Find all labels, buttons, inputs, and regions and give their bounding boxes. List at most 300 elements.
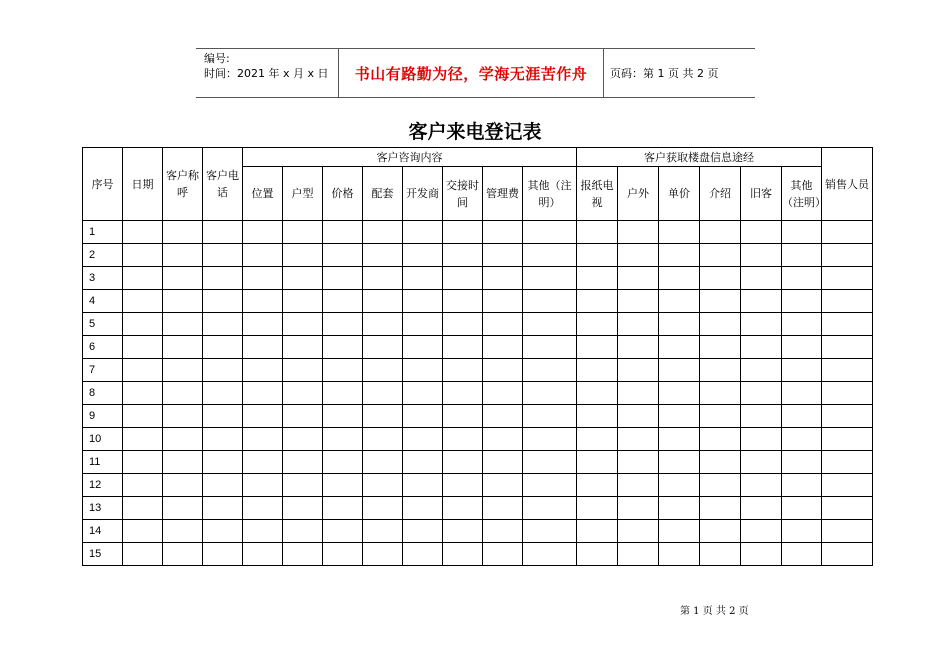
table-row [83,244,873,267]
entry-cell[interactable] [443,474,483,497]
entry-cell[interactable] [782,451,822,474]
entry-cell[interactable] [243,405,283,428]
entry-cell[interactable] [363,543,403,566]
entry-cell[interactable] [741,290,782,313]
entry-cell[interactable] [577,428,618,451]
entry-cell[interactable] [659,474,700,497]
row-number: 6 [83,336,123,359]
entry-cell[interactable] [443,497,483,520]
table-row [83,382,873,405]
entry-cell[interactable] [403,543,443,566]
entry-cell[interactable] [659,543,700,566]
entry-cell[interactable] [483,244,523,267]
entry-cell[interactable] [163,428,203,451]
entry-cell[interactable] [163,359,203,382]
entry-cell[interactable] [659,290,700,313]
entry-cell[interactable] [659,336,700,359]
entry-cell[interactable] [577,244,618,267]
entry-cell[interactable] [741,359,782,382]
entry-cell[interactable] [243,543,283,566]
entry-cell[interactable] [203,221,243,244]
table-row [83,428,873,451]
entry-cell[interactable] [523,267,577,290]
entry-cell[interactable] [782,244,822,267]
entry-cell[interactable] [403,382,443,405]
entry-cell[interactable] [659,359,700,382]
entry-cell[interactable] [618,382,659,405]
entry-cell[interactable] [123,290,163,313]
row-number: 11 [83,451,123,474]
entry-cell[interactable] [741,313,782,336]
entry-cell[interactable] [163,221,203,244]
entry-cell[interactable] [659,382,700,405]
entry-cell[interactable] [483,382,523,405]
entry-cell[interactable] [618,543,659,566]
table-row [83,543,873,566]
entry-cell[interactable] [363,428,403,451]
entry-cell[interactable] [443,359,483,382]
entry-cell[interactable] [782,405,822,428]
entry-cell[interactable] [323,244,363,267]
entry-cell[interactable] [483,451,523,474]
entry-cell[interactable] [700,497,741,520]
entry-cell[interactable] [822,451,873,474]
entry-cell[interactable] [618,359,659,382]
entry-cell[interactable] [659,497,700,520]
entry-cell[interactable] [203,313,243,336]
entry-cell[interactable] [243,428,283,451]
entry-cell[interactable] [403,359,443,382]
entry-cell[interactable] [741,221,782,244]
entry-cell[interactable] [283,244,323,267]
entry-cell[interactable] [782,428,822,451]
entry-cell[interactable] [363,290,403,313]
entry-cell[interactable] [483,474,523,497]
entry-cell[interactable] [741,336,782,359]
entry-cell[interactable] [483,336,523,359]
entry-cell[interactable] [403,497,443,520]
entry-cell[interactable] [483,405,523,428]
entry-cell[interactable] [577,451,618,474]
entry-cell[interactable] [203,405,243,428]
entry-cell[interactable] [700,382,741,405]
entry-cell[interactable] [741,543,782,566]
entry-cell[interactable] [403,520,443,543]
entry-cell[interactable] [443,221,483,244]
entry-cell[interactable] [243,382,283,405]
entry-cell[interactable] [203,428,243,451]
registration-table [82,147,873,566]
entry-cell[interactable] [782,359,822,382]
header-consult-facilities: 配套 [363,167,403,221]
entry-cell[interactable] [618,520,659,543]
header-group-consult: 客户咨询内容 [243,148,577,167]
entry-cell[interactable] [243,267,283,290]
entry-cell[interactable] [782,497,822,520]
entry-cell[interactable] [243,221,283,244]
entry-cell[interactable] [822,382,873,405]
entry-cell[interactable] [203,359,243,382]
entry-cell[interactable] [523,290,577,313]
entry-cell[interactable] [483,520,523,543]
entry-cell[interactable] [659,267,700,290]
row-number: 1 [83,221,123,244]
entry-cell[interactable] [363,497,403,520]
entry-cell[interactable] [323,405,363,428]
entry-cell[interactable] [403,474,443,497]
entry-cell[interactable] [163,382,203,405]
entry-cell[interactable] [822,244,873,267]
entry-cell[interactable] [323,336,363,359]
entry-cell[interactable] [403,244,443,267]
table-row [83,474,873,497]
table-row [83,313,873,336]
entry-cell[interactable] [283,520,323,543]
entry-cell[interactable] [483,428,523,451]
entry-cell[interactable] [618,336,659,359]
entry-cell[interactable] [203,543,243,566]
entry-cell[interactable] [363,474,403,497]
entry-cell[interactable] [443,543,483,566]
entry-cell[interactable] [700,451,741,474]
entry-cell[interactable] [618,267,659,290]
entry-cell[interactable] [403,221,443,244]
entry-cell[interactable] [741,244,782,267]
entry-cell[interactable] [283,543,323,566]
entry-cell[interactable] [822,497,873,520]
entry-cell[interactable] [443,451,483,474]
entry-cell[interactable] [577,520,618,543]
header-consult-developer: 开发商 [403,167,443,221]
entry-cell[interactable] [523,543,577,566]
entry-cell[interactable] [123,221,163,244]
entry-cell[interactable] [123,543,163,566]
entry-cell[interactable] [443,336,483,359]
entry-cell[interactable] [483,359,523,382]
entry-cell[interactable] [523,405,577,428]
entry-cell[interactable] [403,267,443,290]
entry-cell[interactable] [163,497,203,520]
entry-cell[interactable] [123,405,163,428]
entry-cell[interactable] [577,382,618,405]
entry-cell[interactable] [363,382,403,405]
row-number: 14 [83,520,123,543]
header-consult-other: 其他（注明） [523,167,577,221]
entry-cell[interactable] [323,221,363,244]
entry-cell[interactable] [822,290,873,313]
entry-cell[interactable] [163,451,203,474]
entry-cell[interactable] [782,520,822,543]
entry-cell[interactable] [123,382,163,405]
entry-cell[interactable] [782,290,822,313]
entry-cell[interactable] [243,290,283,313]
entry-cell[interactable] [523,474,577,497]
entry-cell[interactable] [283,405,323,428]
entry-cell[interactable] [577,359,618,382]
table-row [83,290,873,313]
entry-cell[interactable] [523,382,577,405]
row-number: 4 [83,290,123,313]
entry-cell[interactable] [618,290,659,313]
entry-cell[interactable] [700,313,741,336]
entry-cell[interactable] [323,428,363,451]
entry-cell[interactable] [822,474,873,497]
entry-cell[interactable] [822,221,873,244]
entry-cell[interactable] [659,244,700,267]
entry-cell[interactable] [523,497,577,520]
entry-cell[interactable] [123,520,163,543]
entry-cell[interactable] [700,336,741,359]
entry-cell[interactable] [700,520,741,543]
entry-cell[interactable] [523,451,577,474]
entry-cell[interactable] [443,520,483,543]
entry-cell[interactable] [782,313,822,336]
entry-cell[interactable] [123,336,163,359]
entry-cell[interactable] [323,359,363,382]
entry-cell[interactable] [283,313,323,336]
entry-cell[interactable] [577,405,618,428]
entry-cell[interactable] [363,313,403,336]
entry-cell[interactable] [203,474,243,497]
entry-cell[interactable] [822,336,873,359]
entry-cell[interactable] [741,474,782,497]
entry-cell[interactable] [577,313,618,336]
entry-cell[interactable] [323,290,363,313]
entry-cell[interactable] [443,267,483,290]
entry-cell[interactable] [323,497,363,520]
entry-cell[interactable] [618,451,659,474]
entry-cell[interactable] [741,267,782,290]
document-header [196,48,755,98]
entry-cell[interactable] [203,520,243,543]
entry-cell[interactable] [483,313,523,336]
entry-cell[interactable] [577,221,618,244]
entry-cell[interactable] [243,497,283,520]
entry-cell[interactable] [741,382,782,405]
entry-cell[interactable] [323,382,363,405]
entry-cell[interactable] [822,359,873,382]
entry-cell[interactable] [323,267,363,290]
entry-cell[interactable] [363,520,403,543]
entry-cell[interactable] [163,405,203,428]
entry-cell[interactable] [323,474,363,497]
entry-cell[interactable] [822,405,873,428]
entry-cell[interactable] [700,359,741,382]
entry-cell[interactable] [523,359,577,382]
entry-cell[interactable] [283,382,323,405]
entry-cell[interactable] [618,428,659,451]
entry-cell[interactable] [363,221,403,244]
entry-cell[interactable] [822,520,873,543]
entry-cell[interactable] [163,474,203,497]
entry-cell[interactable] [243,520,283,543]
entry-cell[interactable] [163,290,203,313]
entry-cell[interactable] [163,313,203,336]
entry-cell[interactable] [700,428,741,451]
row-number: 7 [83,359,123,382]
entry-cell[interactable] [203,244,243,267]
entry-cell[interactable] [700,405,741,428]
entry-cell[interactable] [123,497,163,520]
entry-cell[interactable] [700,543,741,566]
entry-cell[interactable] [123,428,163,451]
entry-cell[interactable] [700,244,741,267]
entry-cell[interactable] [523,520,577,543]
entry-cell[interactable] [483,543,523,566]
entry-cell[interactable] [700,267,741,290]
entry-cell[interactable] [523,428,577,451]
entry-cell[interactable] [243,313,283,336]
row-number: 8 [83,382,123,405]
entry-cell[interactable] [123,474,163,497]
entry-cell[interactable] [363,267,403,290]
entry-cell[interactable] [741,451,782,474]
entry-cell[interactable] [782,221,822,244]
entry-cell[interactable] [700,290,741,313]
entry-cell[interactable] [323,543,363,566]
entry-cell[interactable] [782,267,822,290]
entry-cell[interactable] [323,520,363,543]
entry-cell[interactable] [203,267,243,290]
entry-cell[interactable] [577,474,618,497]
entry-cell[interactable] [123,244,163,267]
entry-cell[interactable] [283,290,323,313]
entry-cell[interactable] [577,497,618,520]
entry-cell[interactable] [659,451,700,474]
entry-cell[interactable] [659,520,700,543]
entry-cell[interactable] [203,497,243,520]
entry-cell[interactable] [203,336,243,359]
entry-cell[interactable] [443,313,483,336]
entry-cell[interactable] [822,267,873,290]
entry-cell[interactable] [822,543,873,566]
row-number: 5 [83,313,123,336]
entry-cell[interactable] [323,313,363,336]
entry-cell[interactable] [618,405,659,428]
entry-cell[interactable] [659,405,700,428]
entry-cell[interactable] [363,336,403,359]
entry-cell[interactable] [163,543,203,566]
entry-cell[interactable] [403,451,443,474]
entry-cell[interactable] [403,428,443,451]
entry-cell[interactable] [283,451,323,474]
entry-cell[interactable] [403,336,443,359]
entry-cell[interactable] [782,336,822,359]
entry-cell[interactable] [443,382,483,405]
entry-cell[interactable] [782,543,822,566]
header-consult-price: 价格 [323,167,363,221]
entry-cell[interactable] [822,428,873,451]
header-source-unit-price: 单价 [659,167,700,221]
entry-cell[interactable] [443,290,483,313]
entry-cell[interactable] [577,543,618,566]
entry-cell[interactable] [283,267,323,290]
entry-cell[interactable] [618,221,659,244]
entry-cell[interactable] [443,405,483,428]
entry-cell[interactable] [323,451,363,474]
entry-cell[interactable] [523,244,577,267]
header-meta [196,49,338,97]
entry-cell[interactable] [203,290,243,313]
entry-cell[interactable] [483,497,523,520]
entry-cell[interactable] [443,244,483,267]
entry-cell[interactable] [163,520,203,543]
entry-cell[interactable] [243,359,283,382]
entry-cell[interactable] [123,359,163,382]
entry-cell[interactable] [283,336,323,359]
entry-cell[interactable] [163,336,203,359]
entry-cell[interactable] [618,474,659,497]
entry-cell[interactable] [700,474,741,497]
page-title: 客户来电登记表 [408,121,542,143]
entry-cell[interactable] [163,267,203,290]
entry-cell[interactable] [618,497,659,520]
entry-cell[interactable] [243,474,283,497]
entry-cell[interactable] [243,244,283,267]
header-date: 日期 [123,148,163,221]
entry-cell[interactable] [523,221,577,244]
entry-cell[interactable] [403,290,443,313]
entry-cell[interactable] [363,451,403,474]
entry-cell[interactable] [283,221,323,244]
header-source-media: 报纸电视 [577,167,618,221]
entry-cell[interactable] [283,474,323,497]
entry-cell[interactable] [782,382,822,405]
number-label: 编号: [204,52,230,65]
entry-cell[interactable] [123,451,163,474]
entry-cell[interactable] [741,497,782,520]
entry-cell[interactable] [577,336,618,359]
entry-cell[interactable] [283,497,323,520]
entry-cell[interactable] [659,313,700,336]
entry-cell[interactable] [483,267,523,290]
entry-cell[interactable] [577,290,618,313]
entry-cell[interactable] [577,267,618,290]
entry-cell[interactable] [659,428,700,451]
entry-cell[interactable] [741,405,782,428]
entry-cell[interactable] [618,313,659,336]
entry-cell[interactable] [782,474,822,497]
entry-cell[interactable] [363,359,403,382]
entry-cell[interactable] [822,313,873,336]
entry-cell[interactable] [123,267,163,290]
entry-cell[interactable] [203,382,243,405]
entry-cell[interactable] [243,336,283,359]
entry-cell[interactable] [123,313,163,336]
entry-cell[interactable] [283,359,323,382]
entry-cell[interactable] [618,244,659,267]
entry-cell[interactable] [363,405,403,428]
entry-cell[interactable] [741,428,782,451]
entry-cell[interactable] [659,221,700,244]
entry-cell[interactable] [283,428,323,451]
entry-cell[interactable] [403,405,443,428]
entry-cell[interactable] [523,313,577,336]
entry-cell[interactable] [483,221,523,244]
entry-cell[interactable] [523,336,577,359]
entry-cell[interactable] [700,221,741,244]
header-consult-layout: 户型 [283,167,323,221]
entry-cell[interactable] [483,290,523,313]
entry-cell[interactable] [403,313,443,336]
entry-cell[interactable] [443,428,483,451]
entry-cell[interactable] [741,520,782,543]
entry-cell[interactable] [363,244,403,267]
entry-cell[interactable] [243,451,283,474]
table-row [83,520,873,543]
entry-cell[interactable] [203,451,243,474]
entry-cell[interactable] [163,244,203,267]
